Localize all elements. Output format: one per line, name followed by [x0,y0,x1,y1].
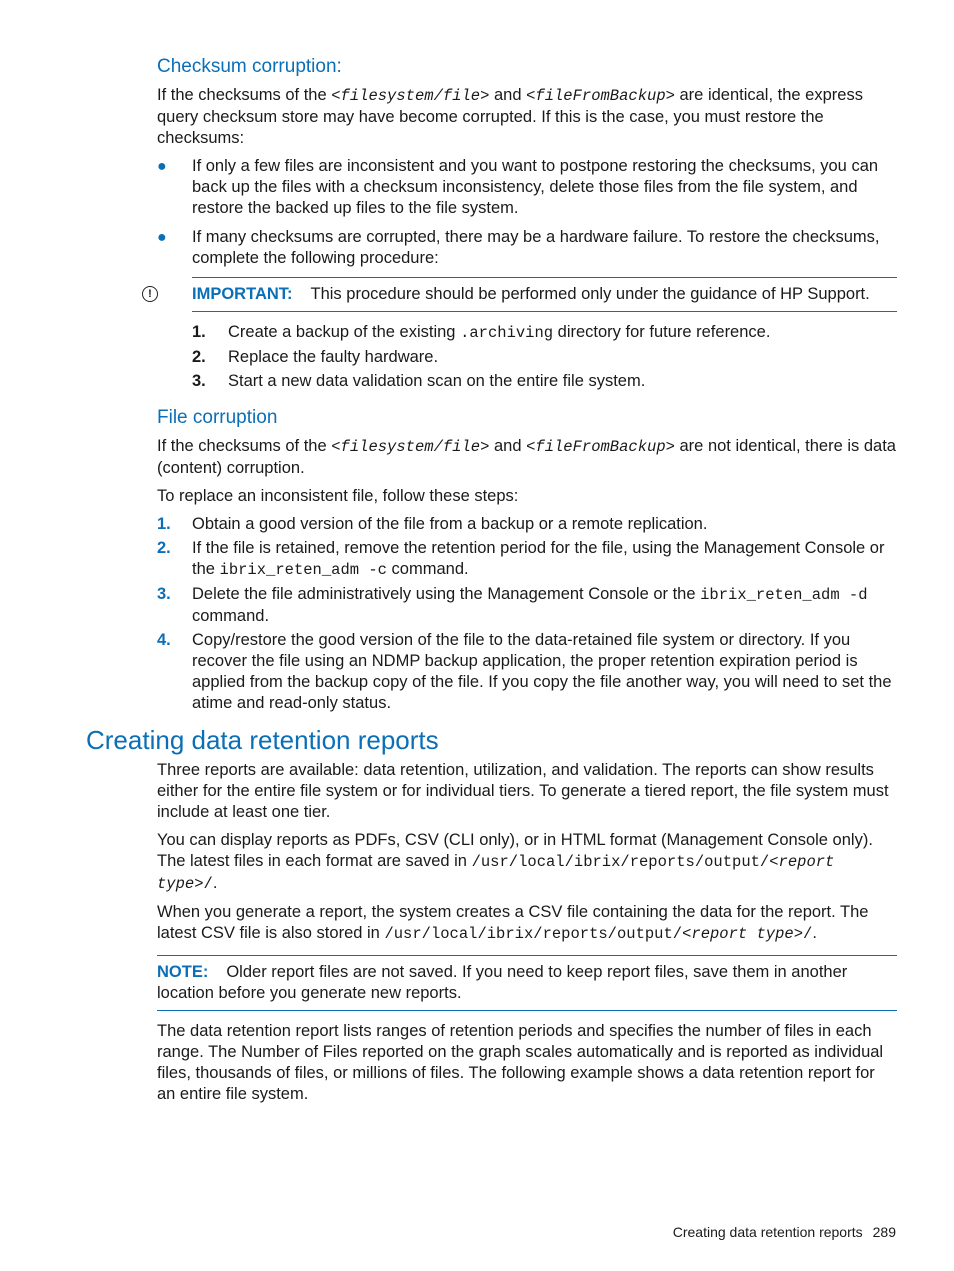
code-reports-path: /usr/local/ibrix/reports/output/<report type>/ [384,925,813,943]
reports-paragraph-2: You can display reports as PDFs, CSV (CLI only), or in HTML format (Management Console only). The latest files in each format are saved in /usr/local/ibrix/reports/output/<report type>/. [157,831,873,893]
bullet-icon: ● [157,158,167,175]
file-corruption-heading: File corruption [157,407,278,428]
reports-paragraph-1: Three reports are available: data retention, utilization, and validation. The reports can show results either for the entire file system or for individual tiers. To generate a tiered report, the file system must include at least one tier. [157,761,889,821]
code-reports-path: /usr/local/ibrix/reports/output/<report type>/ [157,853,835,893]
reports-paragraph-3: When you generate a report, the system creates a CSV file containing the data for the report. The latest CSV file is also stored in /usr/local/ibrix/reports/output/<report type>/. [157,903,869,943]
list-item: 2. Replace the faulty hardware. [192,348,439,366]
checksum-intro: If the checksums of the <filesystem/file> and <fileFromBackup> are identical, the express query checksum store may have become corrupted. If this is the case, you must restore the checksums: [157,86,863,147]
note-text: Older report files are not saved. If you need to keep report files, save them in another location before you generate new reports. [157,963,848,1002]
file-steps-lead: To replace an inconsistent file, follow these steps: [157,487,519,505]
note-label: NOTE: [157,963,209,981]
list-item: 4. Copy/restore the good version of the file to the data-retained file system or directory. If you recover the file using an NDMP backup application, the proper retention expiration period is applied from the backup copy of the file. If you copy the file another way, you will need to set the atime and read-only status. [157,631,892,712]
file-steps [157,514,897,714]
list-item: ● If many checksums are corrupted, there may be a hardware failure. To restore the checksums, complete the following procedure: [157,228,880,267]
section-title: Creating data retention reports [86,725,439,755]
list-item: 3. Delete the file administratively using the Management Console or the ibrix_reten_adm -d command. [157,585,868,625]
important-label: IMPORTANT: [192,285,293,303]
note-admonition [157,955,897,1011]
footer-title: Creating data retention reports [672,1224,863,1240]
checksum-corruption-heading: Checksum corruption: [157,56,342,77]
reports-paragraph-4: The data retention report lists ranges of retention periods and specifies the number of files in each range. The Number of Files reported on the graph scales automatically and is reported as individual files, thousands of files, or millions of files. The following example shows a data retention report for an entire file system. [157,1022,884,1103]
page-footer [673,1222,896,1243]
code-file-from-backup: <fileFromBackup> [526,438,675,456]
file-intro: If the checksums of the <filesystem/file> and <fileFromBackup> are not identical, there is data (content) corruption. [157,437,896,477]
list-item: ● If only a few files are inconsistent and you want to postpone restoring the checksums, you can back up the files with a checksum inconsistency, delete those files from the file system, and restore the backed up files to the file system. [157,157,879,217]
code-filesystem-file: <filesystem/file> [331,87,490,105]
code-archiving: .archiving [460,324,554,342]
checksum-steps [192,322,897,392]
checksum-bullet-list [157,156,897,269]
upper-content [148,55,897,722]
reports-content [157,760,897,1112]
important-admonition [148,277,897,312]
code-file-from-backup: <fileFromBackup> [526,87,675,105]
bullet-icon: ● [157,229,167,246]
important-text: This procedure should be performed only under the guidance of HP Support. [310,285,870,303]
list-item: 1. Create a backup of the existing .archiving directory for future reference. [192,323,771,342]
list-item: 2. If the file is retained, remove the retention period for the file, using the Management Console or the ibrix_reten_adm -c command. [157,539,885,579]
list-item: 1. Obtain a good version of the file from a backup or a remote replication. [157,515,708,533]
list-item: 3. Start a new data validation scan on the entire file system. [192,372,646,390]
code-filesystem-file: <filesystem/file> [331,438,490,456]
page-number: 289 [872,1224,896,1240]
code-reten-adm-d: ibrix_reten_adm -d [700,586,868,604]
code-reten-adm-c: ibrix_reten_adm -c [219,561,387,579]
important-icon: ! [142,286,158,302]
